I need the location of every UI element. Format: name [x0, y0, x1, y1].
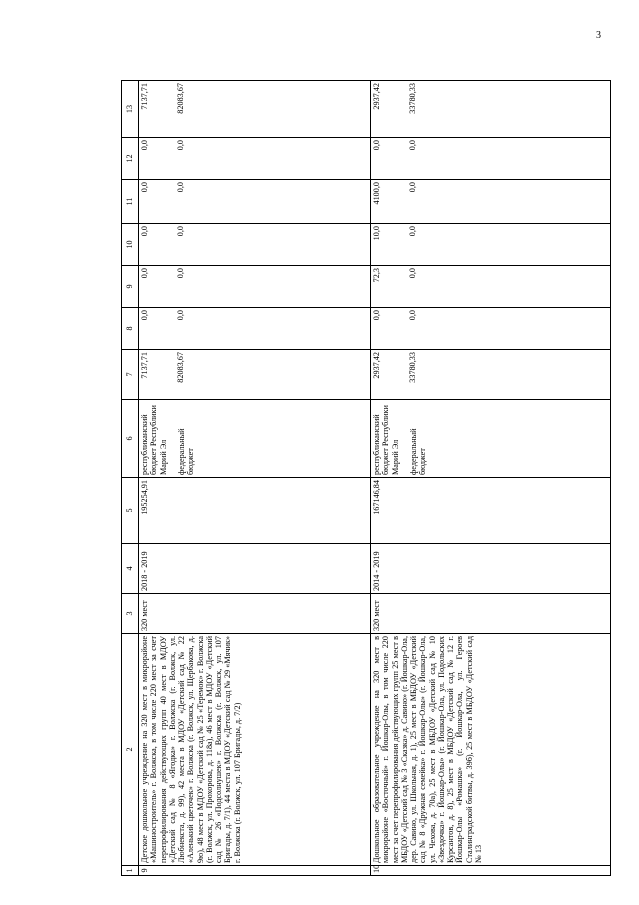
header-cell: 7	[122, 350, 139, 400]
amount-value: 0,0	[176, 182, 186, 193]
budget-source-cell	[371, 400, 611, 478]
header-cell: 8	[122, 308, 139, 350]
budget-source-federal: федеральный бюджет	[176, 428, 196, 475]
amount-cell-7	[371, 350, 611, 400]
amount-value: 0,0	[176, 268, 186, 279]
amount-value: 0,0	[176, 140, 186, 151]
project-description: Детское дошкольное учреждение на 320 мест в микрорайоне «Машиностроитель» г. Волжска, в том числе 220 мест за счет перепрофилирования действующих групп 40 мест в МДОУ «Детский сад № 8 «Ягодка» г. Волжска (г. Волжск, ул. Любнекста, д. 99), 42 места в МДОУ «Детский сад № 22 «Аленький цветочек» г. Волжска (г. Волжск, ул. Щербакова, д. 9ю), 48 мест в МДОУ «Детский сад № 25 «Теремок» г. Волжска (г. Волжск, ул. Прохорова, д. 118а), 46 мест в МДОУ «Детский сад № 26 «Подсолнушек» г. Волжска (г. Волжск, ул. 107 Бригады, д. 7/1), 44 места в МДОУ «Детский сад № 29 «Мячик» г. Волжска (г. Волжск, ул. 107 Бригады, д. 7/2)	[139, 634, 371, 866]
amount-value: 0,0	[140, 310, 149, 321]
period-cell: 2018 - 2019	[139, 544, 371, 594]
budget-source-regional: республиканский бюджет Республики Марий Эл	[372, 405, 400, 475]
amount-value: 82083,67	[176, 83, 186, 114]
amount-value: 0,0	[176, 310, 186, 321]
amount-cell-10	[139, 224, 371, 266]
header-cell: 6	[122, 400, 139, 478]
table-row	[371, 81, 611, 876]
amount-value: 2937,42	[372, 83, 381, 110]
budget-table	[121, 80, 611, 876]
amount-value: 0,0	[140, 182, 149, 193]
budget-source-federal: федеральный бюджет	[408, 428, 428, 475]
amount-value: 82083,67	[176, 352, 186, 383]
amount-value: 0,0	[176, 226, 186, 237]
amount-value: 0,0	[408, 140, 418, 151]
amount-value: 4100,0	[372, 182, 381, 205]
amount-value: 0,0	[408, 310, 418, 321]
amount-cell-11	[371, 180, 611, 224]
amount-value: 0,0	[408, 182, 418, 193]
amount-value: 33780,33	[408, 83, 418, 114]
budget-source-regional: республиканский бюджет Республики Марий Эл	[140, 405, 168, 475]
header-cell: 1	[122, 866, 139, 876]
period-cell: 2014 - 2019	[371, 544, 611, 594]
header-cell: 11	[122, 180, 139, 224]
capacity-cell: 320 мест	[139, 594, 371, 634]
page-number: 3	[596, 30, 601, 41]
total-cost-cell: 195254,91	[139, 478, 371, 544]
header-cell: 4	[122, 544, 139, 594]
header-cell: 3	[122, 594, 139, 634]
amount-value: 7137,71	[140, 83, 149, 110]
amount-cell-9	[139, 266, 371, 308]
amount-value: 0,0	[140, 268, 149, 279]
amount-value: 0,0	[372, 310, 381, 321]
header-cell: 9	[122, 266, 139, 308]
project-description: Дошкольное образовательное учреждение на 320 мест в микрорайоне «Восточный» г. Йошкар-Олы, в том числе 220 мест за счет перепрофилирования действующих групп 25 мест в МБДОУ «Детский сад № 3 «Сказка» д. Савино» (г. Йошкар-Ола, дер. Савино, ул. Школьная, д. 1), 25 мест в МБДОУ «Детский сад № 8 «Дружная семейка» г. Йошкар-Олы» (г. Йошкар-Ола, ул. Чехова, д. 70а), 25 мест в МБДОУ «Детский сад № 10 «Звездочка» г. Йошкар-Олы» (г. Йошкар-Ола, ул. Подольских Курсантов, д. 8), 25 мест в МБДОУ «Детский сад № 12 г. Йошкар-Олы «Ромашка» (г. Йошкар-Ола, ул. Героев Сталинградской битвы, д. 39б), 25 мест в МБДОУ «Детский сад № 13	[371, 634, 611, 866]
row-number: 10	[371, 866, 611, 876]
amount-cell-7	[139, 350, 371, 400]
budget-source-cell	[139, 400, 371, 478]
amount-cell-12	[139, 138, 371, 180]
header-cell: 10	[122, 224, 139, 266]
amount-value: 0,0	[140, 226, 149, 237]
amount-value: 0,0	[408, 268, 418, 279]
header-cell: 12	[122, 138, 139, 180]
header-cell: 5	[122, 478, 139, 544]
amount-cell-13	[371, 81, 611, 138]
amount-value: 2937,42	[372, 352, 381, 379]
header-cell: 2	[122, 634, 139, 866]
table-row	[139, 81, 371, 876]
amount-value: 0,0	[372, 140, 381, 151]
row-number: 9	[139, 866, 371, 876]
amount-value: 0,0	[408, 226, 418, 237]
amount-value: 72,3	[372, 268, 381, 283]
amount-value: 0,0	[140, 140, 149, 151]
amount-cell-8	[371, 308, 611, 350]
rotated-table-container	[121, 83, 611, 876]
capacity-cell: 320 мест	[371, 594, 611, 634]
amount-cell-10	[371, 224, 611, 266]
amount-cell-13	[139, 81, 371, 138]
amount-cell-8	[139, 308, 371, 350]
header-cell: 13	[122, 81, 139, 138]
amount-value: 7137,71	[140, 352, 149, 379]
header-row	[122, 81, 139, 876]
amount-cell-12	[371, 138, 611, 180]
amount-value: 33780,33	[408, 352, 418, 383]
amount-cell-9	[371, 266, 611, 308]
total-cost-cell: 167146,84	[371, 478, 611, 544]
amount-cell-11	[139, 180, 371, 224]
amount-value: 10,0	[372, 226, 381, 241]
